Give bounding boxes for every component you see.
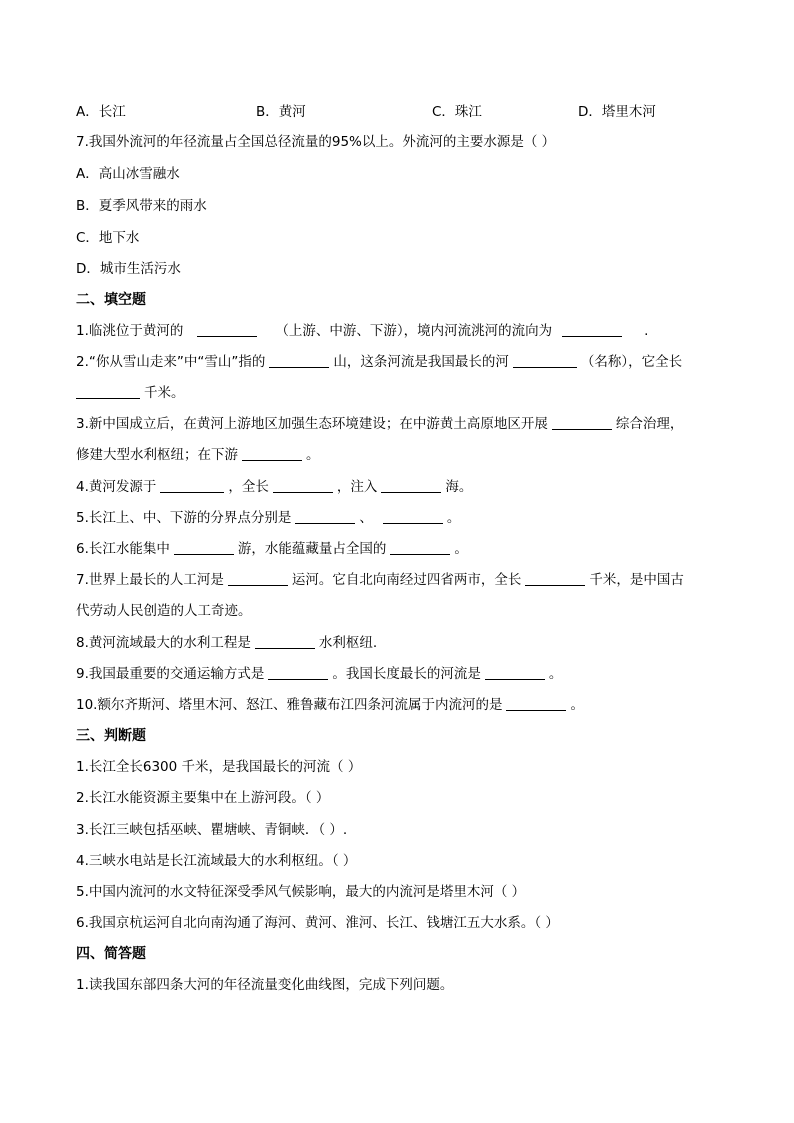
q7-option-a: A．高山冰雪融水 — [76, 166, 180, 182]
q7-option-c: C．地下水 — [76, 230, 140, 246]
q6-option-a: A．长江 — [76, 104, 126, 120]
fill-q6: 6.长江水能集中 游，水能蕴藏量占全国的 。 — [76, 541, 468, 557]
tf-q2: 2.长江水能资源主要集中在上游河段。（ ） — [76, 790, 330, 806]
fill-q2-line2: 千米。 — [76, 383, 730, 403]
fill-q5: 5.长江上、中、下游的分界点分别是 、 。 — [76, 510, 461, 526]
fill-q7-line1: 7.世界上最长的人工河是 运河。它自北向南经过四省两市，全长 千米，是中国古 — [76, 572, 684, 588]
tf-q6: 6.我国京杭运河自北向南沟通了海河、黄河、淮河、长江、钱塘江五大水系。（ ） — [76, 915, 559, 931]
fill-q9: 9.我国最重要的交通运输方式是 。我国长度最长的河流是 。 — [76, 666, 563, 682]
q7-stem: 7.我国外流河的年径流量占全国总径流量的95%以上。外流河的主要水源是（ ） — [76, 134, 556, 150]
tf-q4: 4.三峡水电站是长江流域最大的水利枢纽。（ ） — [76, 853, 357, 869]
fill-q1: 1.临洮位于黄河的 （上游、中游、下游），境内河流洮河的流向为 . — [76, 323, 649, 339]
fill-q2-line1: 2.“你从雪山走来”中“雪山”指的 山，这条河流是我国最长的河 （名称），它全长 — [76, 354, 683, 370]
fill-q4: 4.黄河发源于 ，全长 ，注入 海。 — [76, 479, 473, 495]
fill-q3-line1: 3.新中国成立后，在黄河上游地区加强生态环境建设；在中游黄土高原地区开展 综合治理， — [76, 416, 684, 432]
tf-q5: 5.中国内流河的水文特征深受季风气候影响，最大的内流河是塔里木河（ ） — [76, 884, 526, 900]
section-true-false-title: 三、判断题 — [76, 728, 146, 744]
q6-option-c: C．珠江 — [432, 104, 482, 120]
q6-option-d: D．塔里木河 — [578, 104, 656, 120]
section-fill-blank-title: 二、填空题 — [76, 292, 146, 308]
fill-q7-line2: 代劳动人民创造的人工奇迹。 — [76, 603, 252, 619]
tf-q1: 1.长江全长6300 千米，是我国最长的河流（ ） — [76, 759, 362, 775]
fill-q10: 10.额尔齐斯河、塔里木河、怒江、雅鲁藏布江四条河流属于内流河的是 。 — [76, 697, 584, 713]
section-short-answer-title: 四、简答题 — [76, 946, 146, 962]
tf-q3: 3.长江三峡包括巫峡、瞿塘峡、青铜峡．（ ）. — [76, 822, 348, 838]
fill-q8: 8.黄河流域最大的水利工程是 水利枢纽. — [76, 635, 378, 651]
fill-q3-line2: 修建大型水利枢纽；在下游 。 — [76, 447, 320, 463]
q7-option-b: B．夏季风带来的雨水 — [76, 198, 207, 214]
short-answer-q1: 1.读我国东部四条大河的年径流量变化曲线图，完成下列问题。 — [76, 977, 454, 993]
q7-option-d: D．城市生活污水 — [76, 261, 181, 277]
q6-option-b: B．黄河 — [256, 104, 306, 120]
